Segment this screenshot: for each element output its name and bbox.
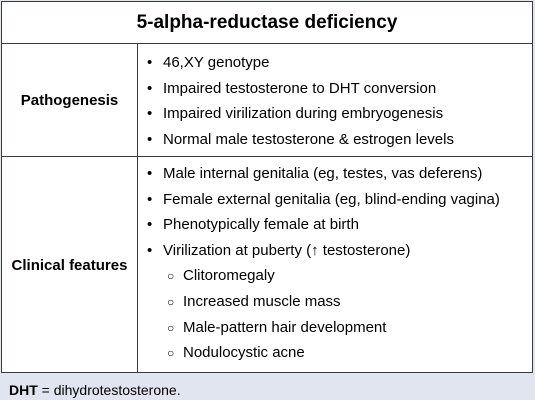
list-item — [147, 215, 532, 235]
sub-list-item — [147, 292, 532, 312]
list-item-text: Normal male testosterone & estrogen levels — [163, 130, 454, 148]
list-item — [147, 104, 532, 124]
list-item — [147, 53, 532, 73]
list-item-text: Virilization at puberty (↑ testosterone) — [163, 241, 411, 259]
list-item — [147, 130, 532, 150]
sub-list-item-text: Increased muscle mass — [183, 292, 341, 310]
list-item — [147, 79, 532, 99]
list-item — [147, 164, 532, 184]
clinical-features-row — [2, 157, 532, 373]
footnote — [9, 382, 181, 398]
hollow-bullet-icon: ○ — [167, 269, 175, 284]
info-table — [1, 1, 533, 373]
bullet-icon: • — [147, 241, 153, 259]
list-item-text: 46,XY genotype — [163, 54, 270, 71]
bullet-icon: • — [147, 54, 153, 71]
hollow-bullet-icon: ○ — [167, 346, 175, 361]
footnote-definition: = dihydrotestosterone. — [37, 382, 181, 398]
pathogenesis-list — [147, 53, 532, 150]
list-item — [147, 241, 532, 261]
sub-list-item — [147, 343, 532, 363]
pathogenesis-label: Pathogenesis — [2, 44, 138, 156]
sub-list-item — [147, 318, 532, 338]
pathogenesis-row — [2, 44, 532, 157]
bullet-icon: • — [147, 216, 153, 234]
bullet-icon: • — [147, 105, 153, 122]
bullet-icon: • — [147, 130, 153, 148]
list-item-text: Phenotypically female at birth — [163, 216, 359, 234]
list-item-text: Female external genitalia (eg, blind-ending vagina) — [163, 190, 500, 208]
list-item-text: Impaired testosterone to DHT conversion — [163, 79, 437, 97]
clinical-features-content — [138, 157, 532, 373]
sub-list-item-text: Male-pattern hair development — [183, 318, 387, 336]
sub-list-item-text: Clitoromegaly — [183, 267, 275, 285]
footnote-term: DHT — [9, 382, 38, 398]
table-title: 5-alpha-reductase deficiency — [2, 2, 532, 44]
list-item-text: Male internal genitalia (eg, testes, vas deferens) — [163, 165, 483, 182]
list-item — [147, 190, 532, 210]
bullet-icon: • — [147, 190, 153, 208]
bullet-icon: • — [147, 79, 153, 97]
list-item-text: Impaired virilization during embryogenesis — [163, 105, 444, 122]
pathogenesis-content — [138, 44, 532, 156]
hollow-bullet-icon: ○ — [167, 294, 175, 309]
hollow-bullet-icon: ○ — [167, 320, 175, 335]
sub-list-item — [147, 266, 532, 286]
clinical-features-label: Clinical features — [2, 157, 138, 373]
bullet-icon: • — [147, 165, 153, 182]
sub-list-item-text: Nodulocystic acne — [183, 344, 305, 362]
clinical-features-list — [147, 164, 532, 363]
